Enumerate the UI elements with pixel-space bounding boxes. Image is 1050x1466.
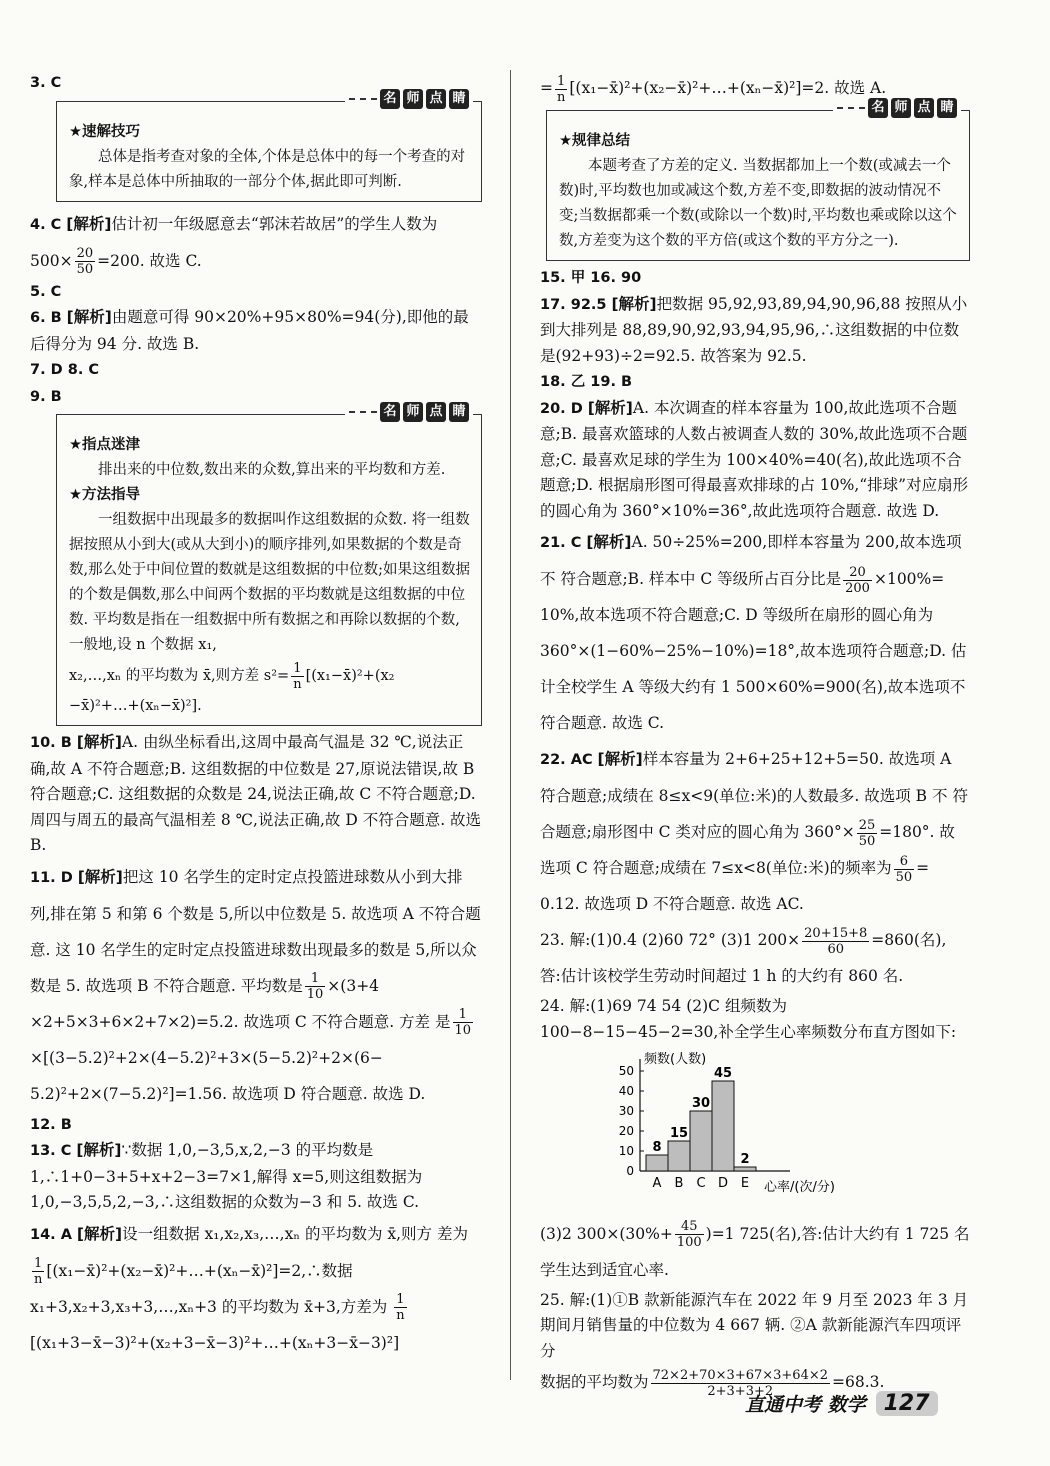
y-tick-label: 50 bbox=[618, 1064, 634, 1078]
left-column bbox=[30, 70, 482, 1361]
answer-7-8: 7. D 8. C bbox=[30, 362, 100, 378]
y-tick-label: 0 bbox=[626, 1164, 634, 1178]
teacher-tip-badge: 名 师 点 睛 bbox=[833, 98, 961, 118]
answer-21: 21. C [解析]A. 50÷25%=200,即样本容量为 200,故本选项不 符合题意;B. 样本中 C 等级所占百分比是 $\frac{20}{200}$ ×100%= 10%,故本选项不符合题意;C. D 等级所在扇形的圆心角为 360°×(1−60%−25%−10%)=18°,故本选项符合题意;D. 估计全校学生 A 等级大约有 1 500×60%=900(名),故本选项不符合题意. 故选 C. bbox=[540, 533, 967, 732]
answer-17: 17. 92.5 [解析]把数据 95,92,93,89,94,90,96,88 按照从小到大排列是 88,89,90,92,93,94,95,96,∴这组数据的中位数是(92+93)÷2=92.5. 故答案为 92.5. bbox=[540, 294, 968, 365]
tip-box-3 bbox=[546, 100, 970, 261]
category-label: B bbox=[674, 1176, 684, 1191]
tip-box-2 bbox=[56, 404, 482, 726]
bar-C bbox=[690, 1111, 712, 1171]
y-tick-label: 10 bbox=[618, 1144, 634, 1158]
answer-23: 23. 解:(1)0.4 (2)60 72° (3)1 200× $\frac{20+15+8}{60}$ =860(名), 答:估计该校学生劳动时间超过 1 h 的大约有 860 名. bbox=[540, 925, 947, 985]
answer-24-part3: (3)2 300×(30%+ $\frac{45}{100}$ )=1 725(名),答:估计大约有 1 725 名学生达到适宜心率. bbox=[540, 1219, 970, 1279]
bar-B bbox=[668, 1141, 690, 1171]
tip-text: 本题考查了方差的定义. 当数据都加上一个数(或减去一个数)时,平均数也加或减这个数,方差不变,即数据的波动情况不变;当数据都乘一个数(或除以一个数)时,平均数也乘或除以这个数,方差变为这个数的平方倍(或这个数的平方分之一). bbox=[559, 158, 957, 249]
tip-box-1 bbox=[56, 90, 482, 202]
page-footer bbox=[745, 1390, 938, 1417]
answer-15-16: 15. 甲 16. 90 bbox=[540, 270, 642, 286]
answer-6: 6. B [解析]由题意可得 90×20%+95×80%=94(分),即他的最后得分为 94 分. 故选 B. bbox=[30, 308, 469, 353]
y-tick-label: 40 bbox=[618, 1084, 634, 1098]
data-label: 45 bbox=[713, 1066, 733, 1081]
tip-formula: x₂,…,xₙ 的平均数为 x̄,则方差 s²= $\frac{1}{n}$ [(x₁−x̄)²+(x₂ bbox=[69, 660, 395, 692]
tip-text: 总体是指考查对象的全体,个体是总体中的每一个考查的对象,样本是总体中所抽取的一部分个体,据此即可判断. bbox=[69, 148, 466, 190]
data-label: 30 bbox=[691, 1096, 711, 1111]
tip-title: ★规律总结 bbox=[559, 133, 630, 149]
y-tick-label: 30 bbox=[618, 1104, 634, 1118]
answer-14: 14. A [解析]设一组数据 x₁,x₂,x₃,…,xₙ 的平均数为 x̄,则方 差为 $\frac{1}{n}$ [(x₁−x̄)²+(x₂−x̄)²+…+(xₙ−x̄)²]=2,∴数据 x₁+3,x₂+3,x₃+3,…,xₙ+3 的平均数为 x̄+3,方差为 $\frac{1}{n}$ [(x₁+3−x̄−3)²+(x₂+3−x̄−3)²+…+(xₙ+3−x̄−3)²] bbox=[30, 1224, 469, 1352]
y-axis-label: 频数(人数) bbox=[644, 1052, 707, 1067]
category-label: A bbox=[652, 1176, 662, 1191]
answer-11: 11. D [解析]把这 10 名学生的定时定点投篮进球数从小到大排列,排在第 5 和第 6 个数是 5,所以中位数是 5. 故选项 A 不符合题意. 这 10 名学生的定时定点投篮进球数出现最多的数是 5,所以众数是 5. 故选项 B 不符合题意. 平均数是 $\frac{1}{10}$ ×(3+4 ×2+5×3+6×2+7×2)=5.2. 故选项 C 不符合题意. 方差 是 $\frac{1}{10}$ ×[(3−5.2)²+2×(4−5.2)²+3×(5−5.2)²+2×(6− 5.2)²+2×(7−5.2)²]=1.56. 故选项 D 符合题意. 故选 D. bbox=[30, 867, 481, 1103]
answer-18-19: 18. 乙 19. B bbox=[540, 374, 633, 390]
tip-text: 一组数据中出现最多的数据叫作这组数据的众数. 将一组数据按照从小到大(或从大到小)的顺序排列,如果数据的个数是奇数,那么处于中间位置的数就是这组数据的中位数;如果这组数据的个数是偶数,那么中间两个数据的平均数就是这组数据的中位数. 平均数是指在一组数据中所有数据之和再除以数据的个数,一般地,设 n 个数据 x₁, bbox=[69, 512, 470, 653]
answer-5: 5. C bbox=[30, 283, 62, 300]
teacher-tip-badge: 名 师 点 睛 bbox=[345, 402, 473, 422]
data-label: 8 bbox=[652, 1140, 662, 1155]
bar-D bbox=[712, 1081, 734, 1171]
x-axis-label: 心率/(次/分) bbox=[764, 1180, 835, 1195]
answer-9: 9. B bbox=[30, 388, 62, 405]
page-number: 127 bbox=[876, 1391, 938, 1416]
book-title: 直通中考 数学 bbox=[745, 1394, 866, 1416]
tip-title: ★方法指导 bbox=[69, 487, 140, 503]
data-label: 15 bbox=[669, 1126, 689, 1141]
column-divider bbox=[510, 70, 511, 1380]
heart-rate-histogram bbox=[600, 1051, 970, 1210]
y-tick-label: 20 bbox=[618, 1124, 634, 1138]
tip-text: 排出来的中位数,数出来的众数,算出来的平均数和方差. bbox=[98, 462, 446, 478]
answer-20: 20. D [解析]A. 本次调查的样本容量为 100,故此选项不合题意;B. 最喜欢篮球的人数占被调查人数的 30%,故此选项不合题意;C. 最喜欢足球的学生为 100×40%=40(名),故此选项不合题意;D. 根据扇形图可得最喜欢排球的占 10%,“排球”对应扇形的圆心角为 360°×10%=36°,故此选项符合题意. 故选 D. bbox=[540, 398, 969, 520]
answer-4: 4. C [解析]估计初一年级愿意去“郭沫若故居”的学生人数为 500× $\frac{20}{50}$ =200. 故选 C. bbox=[30, 214, 438, 277]
answer-12: 12. B bbox=[30, 1116, 72, 1133]
bar-A bbox=[646, 1155, 668, 1171]
answer-22: 22. AC [解析]样本容量为 2+6+25+12+5=50. 故选项 A 符合题意;成绩在 8≤x<9(单位:米)的人数最多. 故选项 B 不 符合题意;扇形图中 C 类对应的圆心角为 360°× $\frac{25}{50}$ =180°. 故 选项 C 符合题意;成绩在 7≤x<8(单位:米)的频率为 $\frac{6}{50}$ = 0.12. 故选项 D 不符合题意. 故选 AC. bbox=[540, 750, 968, 913]
answer-25-mean: 数据的平均数为 $\frac{72\times 2+70\times 3+67\times 3+64\times 2}{2+3+3+2}$ =68.3. bbox=[540, 1367, 885, 1399]
answer-13: 13. C [解析]∵数据 1,0,−3,5,x,2,−3 的平均数是 1,∴1+0−3+5+x+2−3=7×1,解得 x=5,则这组数据为 1,0,−3,5,5,2,−3,∴这组数据的众数为−3 和 5. 故选 C. bbox=[30, 1141, 423, 1211]
right-column bbox=[540, 70, 970, 1400]
data-label: 2 bbox=[740, 1152, 750, 1167]
teacher-tip-badge: 名 师 点 睛 bbox=[345, 89, 473, 109]
bar-E bbox=[734, 1167, 756, 1171]
answer-10: 10. B [解析]A. 由纵坐标看出,这周中最高气温是 32 ℃,说法正确,故 A 不符合题意;B. 这组数据的中位数是 27,原说法错误,故 B 符合题意;C. 这组数据的众数是 24,说法正确,故 C 不符合题意;D. 周四与周五的最高气温相差 8 ℃,说法正确,故 D 不符合题意. 故选 B. bbox=[30, 733, 482, 854]
category-label: D bbox=[717, 1176, 729, 1191]
category-label: C bbox=[696, 1176, 706, 1191]
tip-formula-cont: −x̄)²+…+(xₙ−x̄)²]. bbox=[69, 698, 202, 714]
answer-24: 24. 解:(1)69 74 54 (2)C 组频数为 100−8−15−45−2=30,补全学生心率频数分布直方图如下: bbox=[540, 997, 957, 1041]
answer-14-cont: = $\frac{1}{n}$ [(x₁−x̄)²+(x₂−x̄)²+…+(xₙ−x̄)²]=2. 故选 A. bbox=[540, 73, 887, 105]
answer-3: 3. C bbox=[30, 75, 62, 91]
answer-25: 25. 解:(1)①B 款新能源汽车在 2022 年 9 月至 2023 年 3 月期间月销售量的中位数为 4 667 辆. ②A 款新能源汽车四项评分 bbox=[540, 1290, 969, 1360]
tip-title: ★指点迷津 bbox=[69, 437, 140, 453]
histogram-svg bbox=[600, 1051, 860, 1201]
tip-title: ★速解技巧 bbox=[69, 123, 140, 140]
category-label: E bbox=[740, 1176, 750, 1191]
